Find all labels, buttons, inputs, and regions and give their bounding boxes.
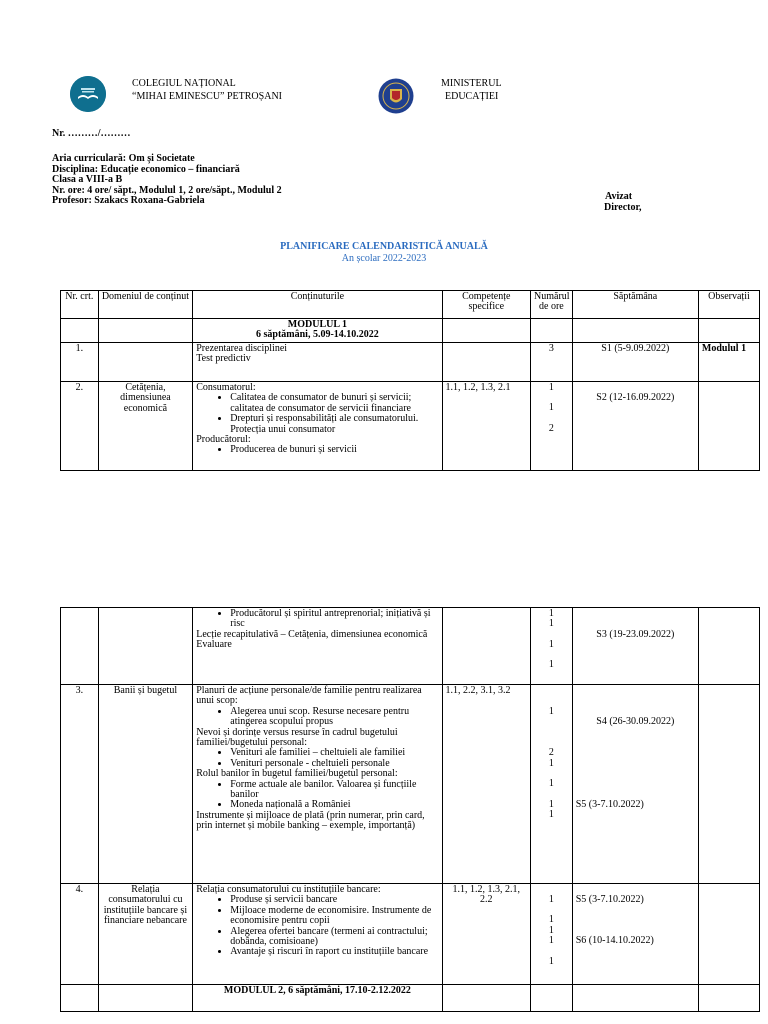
hours-per-week: Nr. ore: 4 ore/ săpt., Modulul 1, 2 ore/săpt., Modulul 2 [52, 184, 282, 196]
col-header-hours: Numărul de ore [531, 291, 573, 319]
module1-label: MODULUL 1 6 săptămâni, 5.09-14.10.2022 [193, 319, 442, 343]
teacher: Profesor: Szakacs Roxana-Gabriela [52, 195, 205, 207]
table-header-row [61, 291, 760, 319]
avizat-label: Avizat [605, 191, 633, 202]
table-row: • Producătorul și spiritul antreprenorial; inițiativă și risc Lecție recapitulativă – Cetățenia, dimensiunea economică Evaluare 1 1 1 1 S3 (19-23.09.2022) [61, 608, 760, 685]
ministry-name: MINISTERUL EDUCAȚIEI [441, 78, 502, 102]
col-header-domain: Domeniul de conținut [98, 291, 193, 319]
col-header-week: Săptămâna [572, 291, 698, 319]
curricular-area: Aria curriculară: Om și Societate [52, 153, 195, 164]
col-header-nr: Nr. crt. [61, 291, 99, 319]
module-row [61, 319, 760, 343]
col-header-content: Conținuturile [193, 291, 442, 319]
table-row: 4. Relația consumatorului cu instituțiile bancare și financiare nebancare Relația consumatorului cu instituțiile bancare: • Produse și servicii bancare • Mijloace moderne de economisire. Instrumente de economisire pentru copii • Alegerea ofertei bancare (termeni ai contractului; dobânda, comisioane) • Avantaje și riscuri în raport cu instituțiile bancare 1.1, 1.2, 1.3, 2.1, 2.2 1 1 1 1 1 S5 (3-7.10.2022) S6 (10-14.10.2022) [61, 884, 760, 985]
module-row [61, 985, 760, 1012]
planning-table-part1 [60, 290, 760, 471]
document-title: PLANIFICARE CALENDARISTICĂ ANUALĂ [280, 241, 488, 252]
document-heading [0, 241, 768, 265]
planning-table-part2 [60, 607, 760, 1012]
col-header-competencies: Competențe specifice [442, 291, 531, 319]
document-number: Nr. ………/……… [52, 128, 131, 139]
table-row: 2. Cetățenia, dimensiunea economică Consumatorul: • Calitatea de consumator de bunuri și servicii; calitatea de consumator de servicii financiare • Drepturi și responsabilități ale consumatorului. Protecția unui consumator Producătorul: • Producerea de bunuri și servicii 1.1, 1.2, 1.3, 2.1 1 1 2 S2 (12-16.09.2022) [61, 382, 760, 471]
school-year: An școlar 2022-2023 [341, 253, 427, 264]
document-info [52, 154, 282, 207]
table-row: 3. Banii și bugetul Planuri de acțiune personale/de familie pentru realizarea unui scop: • Alegerea unui scop. Resurse necesare pentru atingerea scopului propus Nevoi și dorințe versus resurse în cadrul bugetului familiei/bugetului personal: • Venituri ale familiei – cheltuieli ale familiei • Venituri personale - cheltuieli personale Rolul banilor în bugetul familiei/bugetul personal: • Forme actuale ale banilor. Valoarea și funcțiile banilor • Moneda națională a României Instrumente și mijloace de plată (prin numerar, prin card, prin internet și mobile banking – exemple, importanță) 1.1, 2.2, 3.1, 3.2 1 2 1 1 1 1 S4 (26-30.09.2022) S5 (3-7.10.2022) [61, 685, 760, 884]
director-label: Director, [604, 201, 642, 213]
school-name: COLEGIUL NAȚIONAL “MIHAI EMINESCU” PETROȘANI [132, 78, 282, 102]
table-row: 1. Prezentarea disciplinei Test predictiv 3 S1 (5-9.09.2022) Modulul 1 [61, 343, 760, 382]
module2-label: MODULUL 2, 6 săptămâni, 17.10-2.12.2022 [193, 985, 442, 1012]
class: Clasa a VIII-a B [52, 174, 123, 186]
ministry-crest-icon [378, 77, 414, 115]
col-header-observations: Observații [698, 291, 759, 319]
approval-block [604, 192, 642, 213]
school-logo-icon [70, 76, 106, 112]
discipline: Disciplina: Educație economico – financiară [52, 163, 240, 175]
